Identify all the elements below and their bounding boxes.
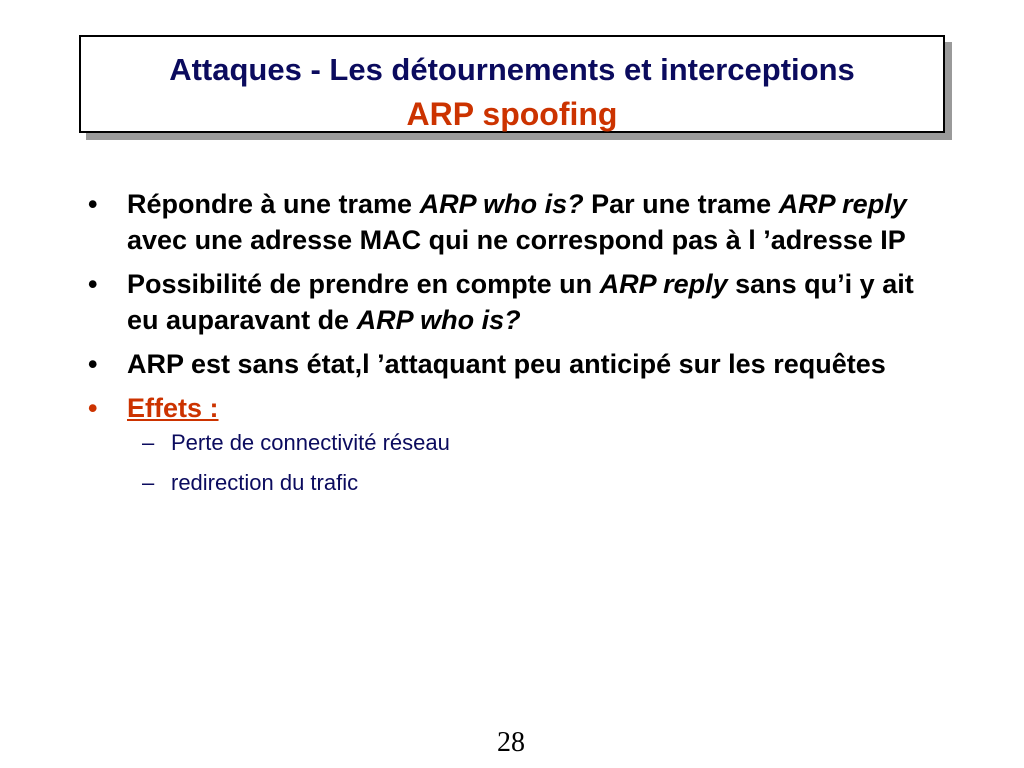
sub-item-text: Perte de connectivité réseau xyxy=(171,430,450,455)
slide-title: Attaques - Les détournements et interceptions xyxy=(169,52,855,87)
bullet-text-italic: ARP who is? xyxy=(356,305,521,335)
sub-item xyxy=(127,430,918,456)
bullet-text-italic: ARP reply xyxy=(599,269,728,299)
effects-bullet xyxy=(88,390,918,496)
slide-subtitle: ARP spoofing xyxy=(406,96,618,132)
bullet-text xyxy=(127,189,907,255)
title-box xyxy=(79,35,945,133)
effects-label: Effets : xyxy=(127,393,219,423)
bullet-list xyxy=(88,186,918,510)
bullet-text-italic: ARP who is? xyxy=(419,189,584,219)
sub-item xyxy=(127,470,918,496)
page-number: 28 xyxy=(497,727,525,758)
effects-sublist xyxy=(127,430,918,496)
bullet-text: ARP est sans état,l ’attaquant peu anticipé sur les requêtes xyxy=(127,349,886,379)
sub-marker: – xyxy=(142,430,155,455)
bullet-marker: • xyxy=(88,269,98,299)
bullet-marker: • xyxy=(88,349,98,379)
bullet-text-part: Possibilité de prendre en compte un xyxy=(127,269,600,299)
bullet-text-italic: ARP reply xyxy=(778,189,907,219)
bullet-item xyxy=(88,266,918,338)
bullet-marker: • xyxy=(88,393,98,423)
bullet-item xyxy=(88,186,918,258)
bullet-text-part: avec une adresse MAC qui ne correspond pas à l ’adresse IP xyxy=(127,225,906,255)
bullet-text xyxy=(127,269,914,335)
bullet-marker: • xyxy=(88,189,98,219)
bullet-text-part: Répondre à une trame xyxy=(127,189,420,219)
sub-item-text: redirection du trafic xyxy=(171,470,359,495)
bullet-item xyxy=(88,346,918,382)
bullet-text-part: Par une trame xyxy=(583,189,779,219)
sub-marker: – xyxy=(142,470,155,495)
bullet-text-part: sans qu’i y ait eu auparavant de xyxy=(127,269,914,335)
